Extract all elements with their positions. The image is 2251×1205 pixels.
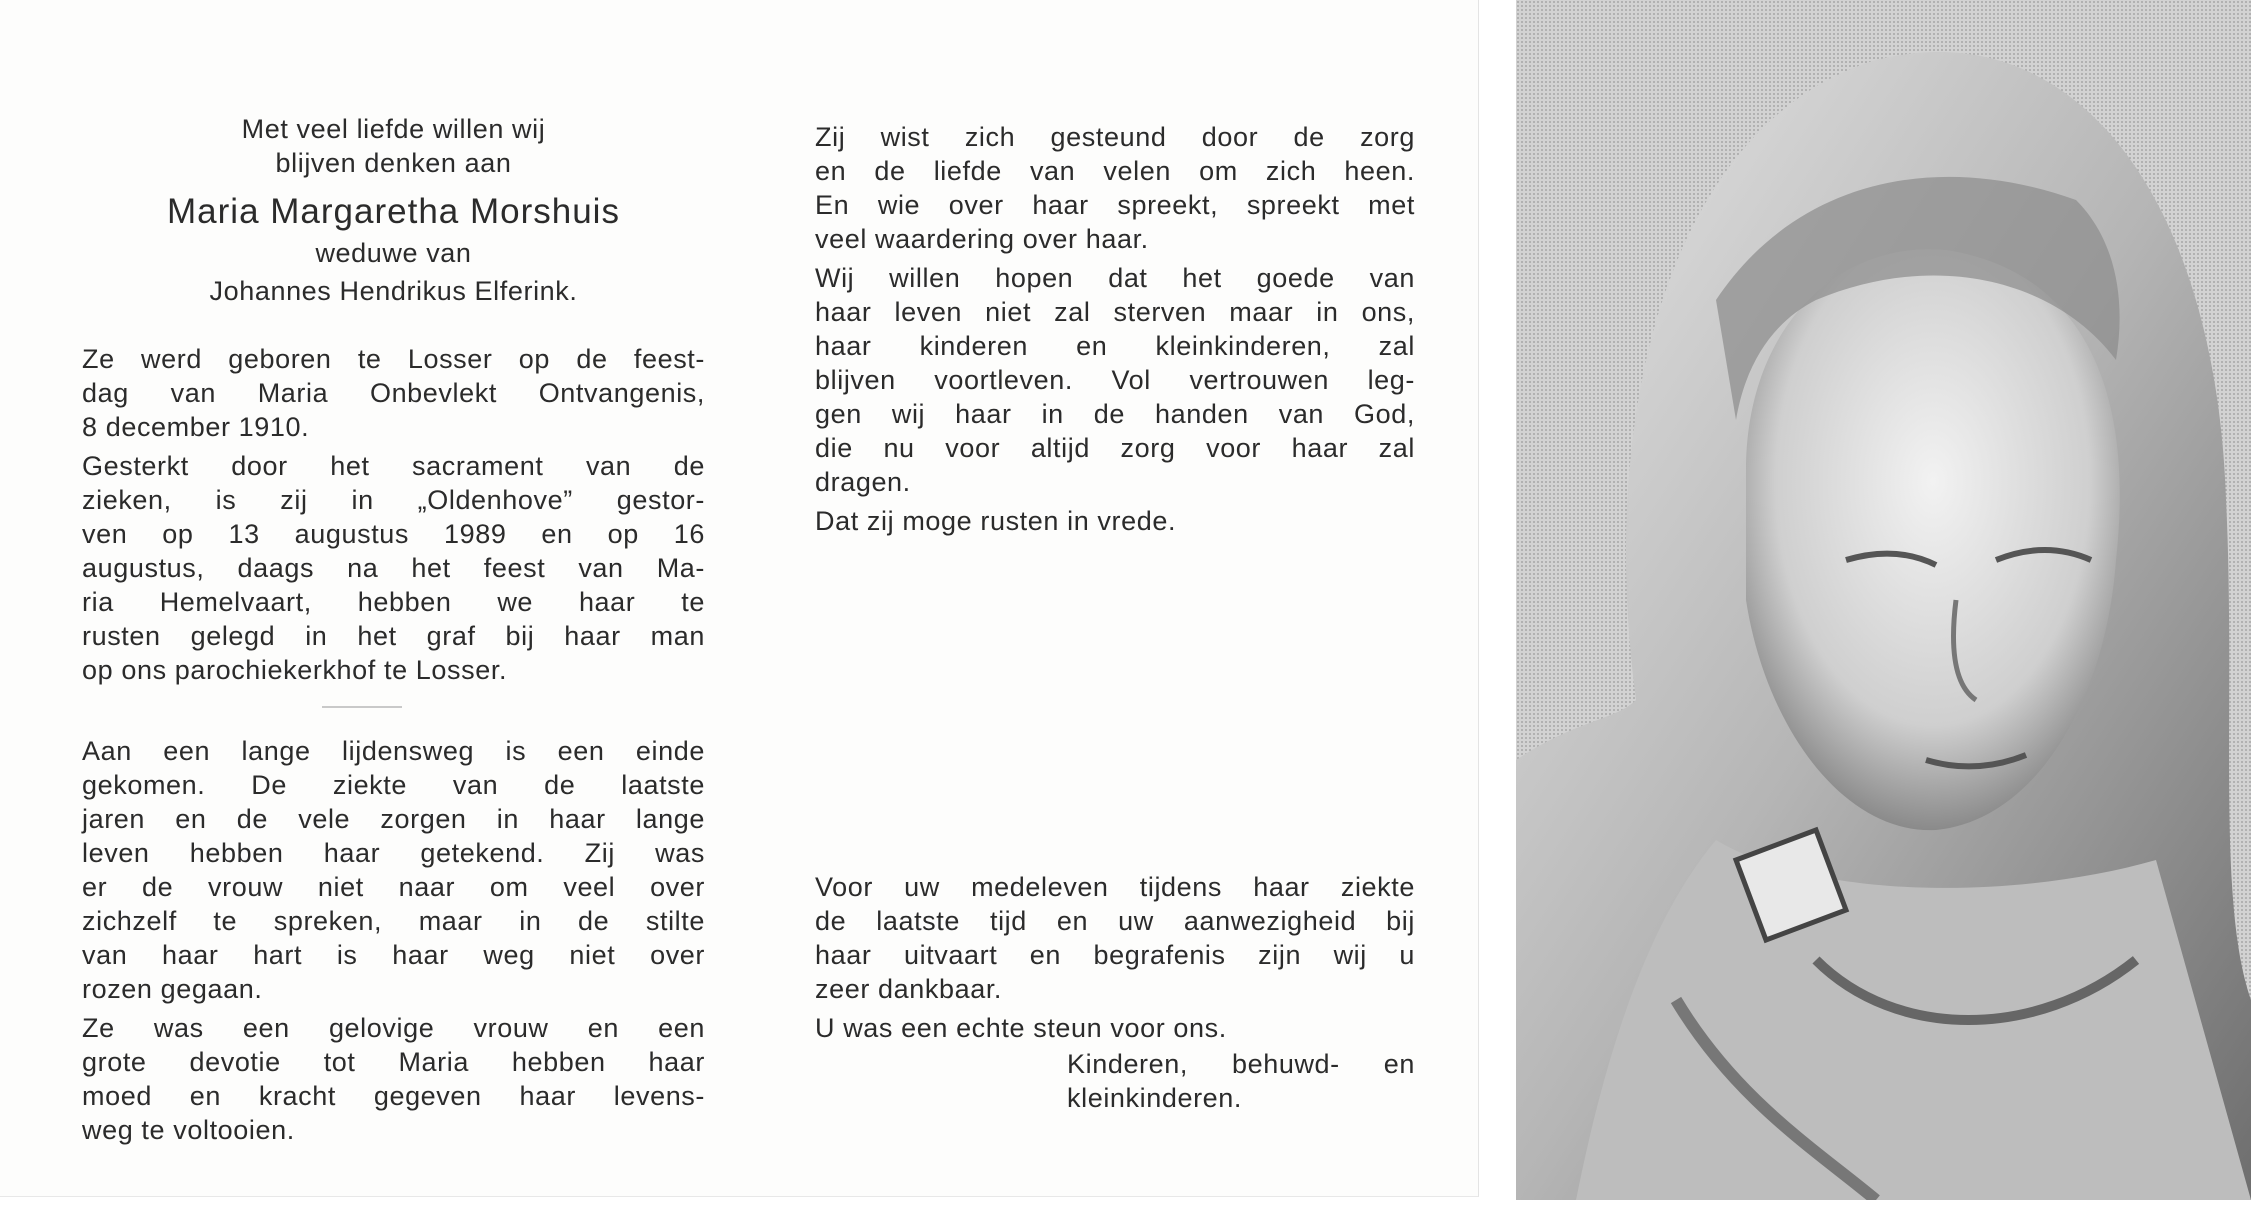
text-line: die nu voor altijd zorg voor haar zal [815,433,1415,463]
text-line: van haar hart is haar weg niet over [82,940,705,970]
text-line: haar kinderen en kleinkinderen, zal [815,331,1415,361]
husband-name: Johannes Hendrikus Elferink. [209,276,578,306]
text-line: Wij willen hopen dat het goede van [815,263,1415,293]
text-line: de laatste tijd en uw aanwezigheid bij [815,906,1415,936]
paragraph [82,342,705,444]
text-line: grote devotie tot Maria hebben haar [82,1047,705,1077]
text-line: en de liefde van velen om zich heen. [815,156,1415,186]
widow-of-label: weduwe van [315,238,472,268]
text-line: ven op 13 augustus 1989 en op 16 [82,519,705,549]
signature-line: kleinkinderen. [1067,1083,1243,1113]
text-line: jaren en de vele zorgen in haar lange [82,804,705,834]
text-line: Gesterkt door het sacrament van de [82,451,705,481]
paragraph [82,1011,705,1147]
biography-text [82,342,705,692]
text-line: blijven voortleven. Vol vertrouwen leg- [815,365,1415,395]
text-line: Ze werd geboren te Losser op de feest- [82,344,705,374]
paragraph [815,1011,1415,1045]
intro-block [82,112,705,308]
paragraph [815,120,1415,256]
paragraph [815,261,1415,499]
paragraph [815,870,1415,1006]
text-line: rusten gelegd in het graf bij haar man [82,621,705,651]
text-line: augustus, daags na het feest van Ma- [82,553,705,583]
intro-line: blijven denken aan [275,148,512,178]
text-line: zieken, is zij in „Oldenhove” gestor- [82,485,705,515]
divider [322,706,402,708]
text-line: weg te voltooien. [82,1115,295,1145]
text-line: En wie over haar spreekt, spreekt met [815,190,1415,220]
text-line: 8 december 1910. [82,412,310,442]
illness-text [82,734,705,1152]
paragraph [82,449,705,687]
paragraph [82,734,705,1006]
thanks-text [815,870,1415,1050]
text-line: Aan een lange lijdensweg is een einde [82,736,705,766]
text-line: haar uitvaart en begrafenis zijn wij u [815,940,1415,970]
paragraph [815,504,1415,538]
intro-line: Met veel liefde willen wij [241,114,546,144]
text-line: Ze was een gelovige vrouw en een [82,1013,705,1043]
remembrance-text [815,120,1415,543]
text-line: Zij wist zich gesteund door de zorg [815,122,1415,152]
text-line: dragen. [815,467,911,497]
text-line: gen wij haar in de handen van God, [815,399,1415,429]
text-line: dag van Maria Onbevlekt Ontvangenis, [82,378,705,408]
deceased-name: Maria Margaretha Morshuis [167,192,620,231]
signature-line: Kinderen, behuwd- en [1067,1049,1415,1079]
text-line: moed en kracht gegeven haar levens- [82,1081,705,1111]
text-line: rozen gegaan. [82,974,263,1004]
text-line: Voor uw medeleven tijdens haar ziekte [815,872,1415,902]
text-line: U was een echte steun voor ons. [815,1013,1227,1043]
text-line: zeer dankbaar. [815,974,1003,1004]
text-line: zichzelf te spreken, maar in de stilte [82,906,705,936]
text-line: op ons parochiekerkhof te Losser. [82,655,508,685]
text-line: Dat zij moge rusten in vrede. [815,506,1177,536]
text-line: veel waardering over haar. [815,224,1149,254]
signature-block [1067,1047,1415,1115]
text-line: er de vrouw niet naar om veel over [82,872,705,902]
text-line: haar leven niet zal sterven maar in ons, [815,297,1415,327]
madonna-photo [1516,0,2251,1200]
madonna-sculpture-image [1516,0,2251,1200]
text-line: ria Hemelvaart, hebben we haar te [82,587,705,617]
text-line: gekomen. De ziekte van de laatste [82,770,705,800]
text-line: leven hebben haar getekend. Zij was [82,838,705,868]
